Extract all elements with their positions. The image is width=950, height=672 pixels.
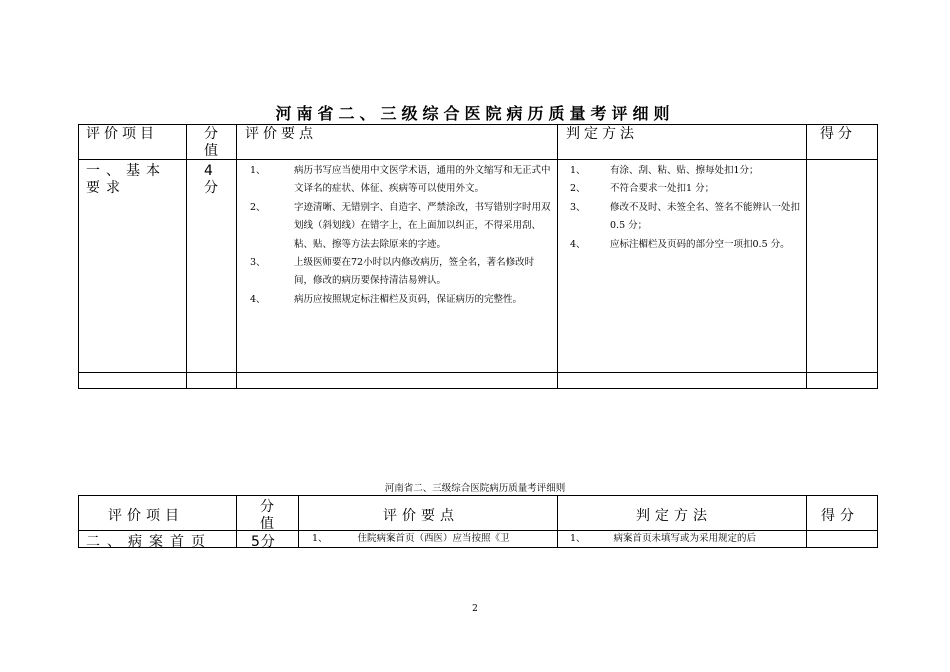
method-item — [570, 180, 802, 198]
row-item-line2: 要求 — [86, 180, 126, 196]
method-number: 1、 — [570, 533, 586, 544]
header-score-line2: 值 — [260, 516, 274, 532]
requirement-item — [250, 162, 552, 199]
header-judgment-method: 判定方法 — [566, 126, 638, 142]
requirement-number: 3、 — [250, 257, 266, 269]
requirement-text: 字迹清晰、无错别字、自造字、严禁涂改，书写错别字时用双划线（斜划线）在错字上，在上面加以纠正，不得采用刮、粘、贴、擦等方法去除原来的字迹。 — [294, 201, 551, 250]
method-item — [570, 199, 802, 236]
row-item-line1: 一、基本 — [86, 163, 166, 179]
method-number: 2、 — [570, 183, 586, 195]
method-number: 3、 — [570, 201, 586, 213]
row-score-line2: 分 — [204, 180, 222, 196]
requirement-number: 2、 — [250, 201, 266, 213]
header-score-line1: 分 — [260, 499, 274, 515]
method-text: 应标注楣栏及页码的部分空一项扣0.5 分。 — [610, 238, 790, 250]
header-score-obtained: 得分 — [821, 508, 859, 524]
section-subtitle: 河南省二、三级综合医院病历质量考评细则 — [384, 483, 566, 494]
row-item: 二、病案首页 — [86, 534, 212, 550]
method-text: 不符合要求一处扣1 分； — [610, 183, 715, 195]
requirement-item — [250, 199, 552, 254]
requirement-text: 病历应按照规定标注楣栏及页码，保证病历的完整性。 — [294, 293, 523, 305]
requirement-text: 上级医师要在72小时以内修改病历，签全名，著名修改时间，修改的病历要保持清洁易辨认。 — [294, 257, 535, 287]
header-score-line1: 分 — [204, 126, 222, 142]
requirement-item — [250, 291, 552, 309]
row-score: 5分 — [251, 534, 276, 550]
page-number: 2 — [472, 604, 478, 614]
requirement-number: 1、 — [312, 533, 328, 544]
requirement-text: 住院病案首页（西医）应当按照《卫 — [357, 533, 510, 544]
method-text: 病案首页未填写或为采用规定的后 — [613, 533, 757, 544]
header-evaluation-points: 评价要点 — [383, 508, 459, 524]
requirement-number: 1、 — [250, 165, 266, 176]
header-judgment-method: 判定方法 — [636, 508, 712, 524]
requirement-number: 4、 — [250, 293, 266, 305]
requirements-list — [250, 162, 552, 309]
methods-list — [570, 162, 802, 254]
method-text: 修改不及时、未签全名、签名不能辨认一处扣0.5 分； — [610, 201, 801, 232]
method-number: 1、 — [570, 165, 586, 176]
method-number: 4、 — [570, 238, 586, 250]
method-item — [570, 236, 802, 254]
header-evaluation-item: 评价项目 — [86, 126, 158, 142]
header-evaluation-points: 评价要点 — [245, 126, 317, 142]
method-item — [570, 530, 804, 547]
row-score-line1: 4 — [204, 163, 217, 179]
header-score-line2: 值 — [204, 143, 222, 159]
requirement-item — [312, 530, 554, 547]
requirement-item — [250, 254, 552, 291]
requirement-text: 病历书写应当使用中文医学术语，通用的外文缩写和无正式中文译名的症状、体征、疾病等可以使用外文。 — [294, 165, 551, 195]
header-score-obtained: 得分 — [820, 126, 856, 142]
page-title: 河南省二、三级综合医院病历质量考评细则 — [275, 104, 675, 123]
method-item — [570, 162, 802, 180]
method-text: 有涂、刮、粘、贴、擦每处扣1分； — [610, 165, 759, 176]
header-evaluation-item: 评价项目 — [108, 508, 184, 524]
